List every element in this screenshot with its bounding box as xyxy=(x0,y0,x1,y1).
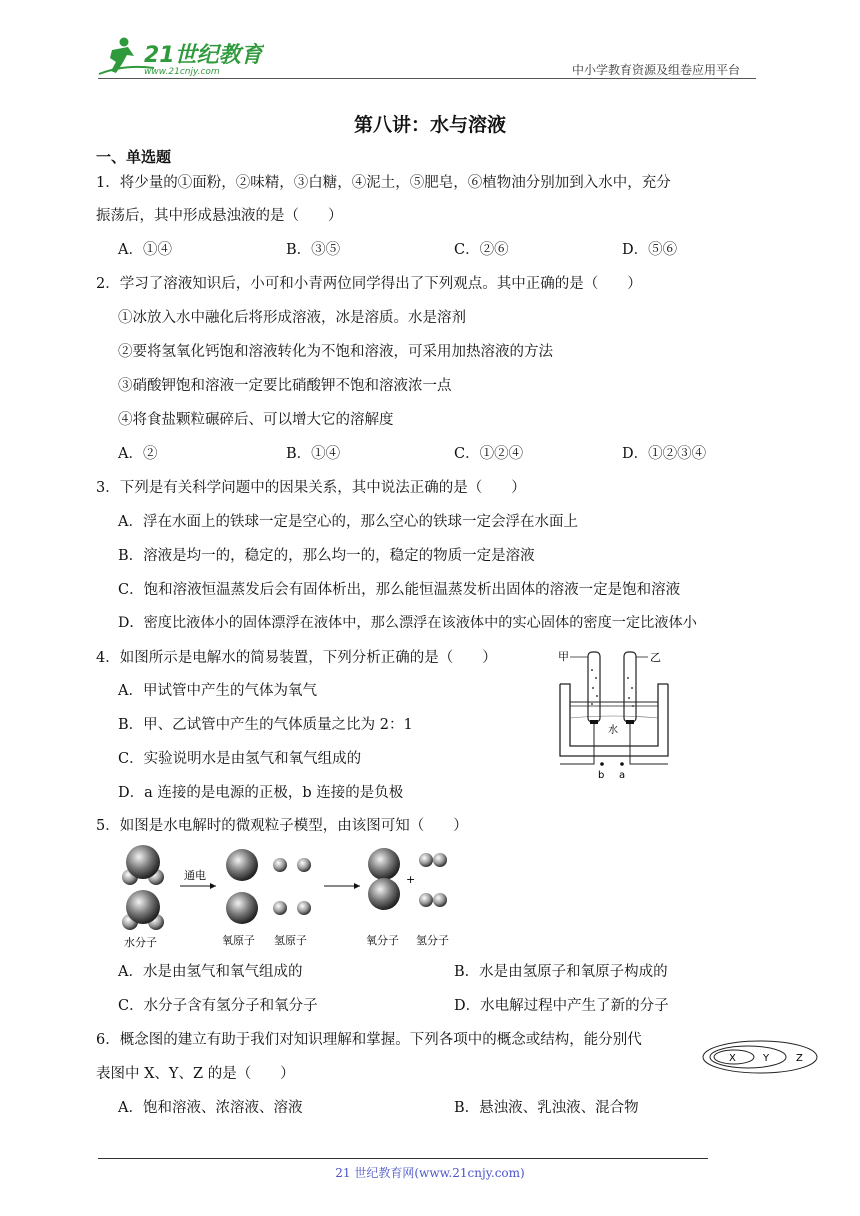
q6-option-a: A．饱和溶液、浓溶液、溶液 xyxy=(118,1100,303,1116)
q3-option-b: B．溶液是均一的，稳定的，那么均一的，稳定的物质一定是溶液 xyxy=(118,548,535,564)
q5-option-d: D．水电解过程中产生了新的分子 xyxy=(454,998,669,1014)
q2-statement-3: ③硝酸钾饱和溶液一定要比硝酸钾不饱和溶液浓一点 xyxy=(118,378,452,394)
q2-option-b: B．①④ xyxy=(286,446,341,462)
q1-line2: 振荡后，其中形成悬浊液的是（ ） xyxy=(96,208,343,224)
logo-text: 21世纪教育 xyxy=(144,43,263,68)
label-hydrogen-molecule: 氢分子 xyxy=(416,934,449,947)
q2-statement-4: ④将食盐颗粒碾碎后、可以增大它的溶解度 xyxy=(118,412,394,428)
q1-option-d: D．⑤⑥ xyxy=(622,242,678,258)
water-molecule-model xyxy=(116,840,466,952)
electrolysis-diagram xyxy=(556,646,674,782)
footer-text: 21 世纪教育网(www.21cnjy.com) xyxy=(335,1166,525,1180)
label-hydrogen-atom: 氢原子 xyxy=(274,934,307,947)
label-x: X xyxy=(729,1053,736,1064)
q6-line2: 表图中 X、Y、Z 的是（ ） xyxy=(96,1066,295,1082)
q5-stem: 5．如图是水电解时的微观粒子模型，由该图可知（ ） xyxy=(96,818,468,834)
q4-option-b: B．甲、乙试管中产生的气体质量之比为 2：1 xyxy=(118,717,413,733)
q3-option-d: D．密度比液体小的固体漂浮在液体中，那么漂浮在该液体中的实心固体的密度一定比液体小 xyxy=(118,615,697,631)
label-oxygen-molecule: 氧分子 xyxy=(366,934,399,947)
q1-option-a: A．①④ xyxy=(118,242,172,258)
q1-option-c: C．②⑥ xyxy=(454,242,509,258)
q6-line1: 6．概念图的建立有助于我们对知识理解和掌握。下列各项中的概念或结构，能分别代 xyxy=(96,1032,642,1048)
label-y: Y xyxy=(763,1053,770,1064)
page-title: 第八讲：水与溶液 xyxy=(353,114,506,136)
site-logo xyxy=(94,34,264,78)
q2-statement-1: ①冰放入水中融化后将形成溶液，冰是溶质。水是溶剂 xyxy=(118,310,466,326)
q2-option-a: A．② xyxy=(118,446,158,462)
header-divider xyxy=(98,78,756,79)
logo-url: www.21cnjy.com xyxy=(144,67,220,77)
q2-option-c: C．①②④ xyxy=(454,446,524,462)
q4-option-c: C．实验说明水是由氢气和氧气组成的 xyxy=(118,751,362,767)
section-heading: 一、单选题 xyxy=(96,148,172,166)
label-yi: 乙 xyxy=(650,651,661,664)
q2-statement-2: ②要将氢氧化钙饱和溶液转化为不饱和溶液，可采用加热溶液的方法 xyxy=(118,344,553,360)
q6-option-b: B．悬浊液、乳浊液、混合物 xyxy=(454,1100,639,1116)
plus-sign: + xyxy=(406,873,416,886)
label-b: b xyxy=(598,770,605,781)
label-z: Z xyxy=(796,1053,803,1064)
q4-stem: 4．如图所示是电解水的简易装置，下列分析正确的是（ ） xyxy=(96,650,497,666)
q1-option-b: B．③⑤ xyxy=(286,242,341,258)
q5-option-c: C．水分子含有氢分子和氧分子 xyxy=(118,998,318,1014)
q3-option-a: A．浮在水面上的铁球一定是空心的，那么空心的铁球一定会浮在水面上 xyxy=(118,514,578,530)
q4-option-a: A．甲试管中产生的气体为氧气 xyxy=(118,683,317,699)
water-molecule-2 xyxy=(122,890,164,930)
q2-stem: 2．学习了溶液知识后，小可和小青两位同学得出了下列观点。其中正确的是（ ） xyxy=(96,276,642,292)
q5-option-a: A．水是由氢气和氧气组成的 xyxy=(118,964,303,980)
concept-diagram xyxy=(700,1038,822,1078)
water-molecule-1 xyxy=(122,845,164,885)
q1-line1: 1．将少量的①面粉，②味精，③白糖，④泥土，⑤肥皂，⑥植物油分别加到入水中，充分 xyxy=(96,175,671,191)
label-water-molecule: 水分子 xyxy=(124,936,157,949)
label-oxygen-atom: 氧原子 xyxy=(222,934,255,947)
q4-option-d: D．a 连接的是电源的正极，b 连接的是负极 xyxy=(118,785,404,801)
arrow-label: 通电 xyxy=(184,869,206,882)
label-water: 水 xyxy=(608,725,618,736)
footer-divider xyxy=(98,1158,708,1159)
platform-text: 中小学教育资源及组卷应用平台 xyxy=(572,63,741,77)
q2-option-d: D．①②③④ xyxy=(622,446,707,462)
q3-option-c: C．饱和溶液恒温蒸发后会有固体析出，那么能恒温蒸发析出固体的溶液一定是饱和溶液 xyxy=(118,582,681,598)
label-a: a xyxy=(619,770,626,781)
q3-stem: 3．下列是有关科学问题中的因果关系，其中说法正确的是（ ） xyxy=(96,480,526,496)
label-jia: 甲 xyxy=(558,650,569,663)
q5-option-b: B．水是由氢原子和氧原子构成的 xyxy=(454,964,668,980)
